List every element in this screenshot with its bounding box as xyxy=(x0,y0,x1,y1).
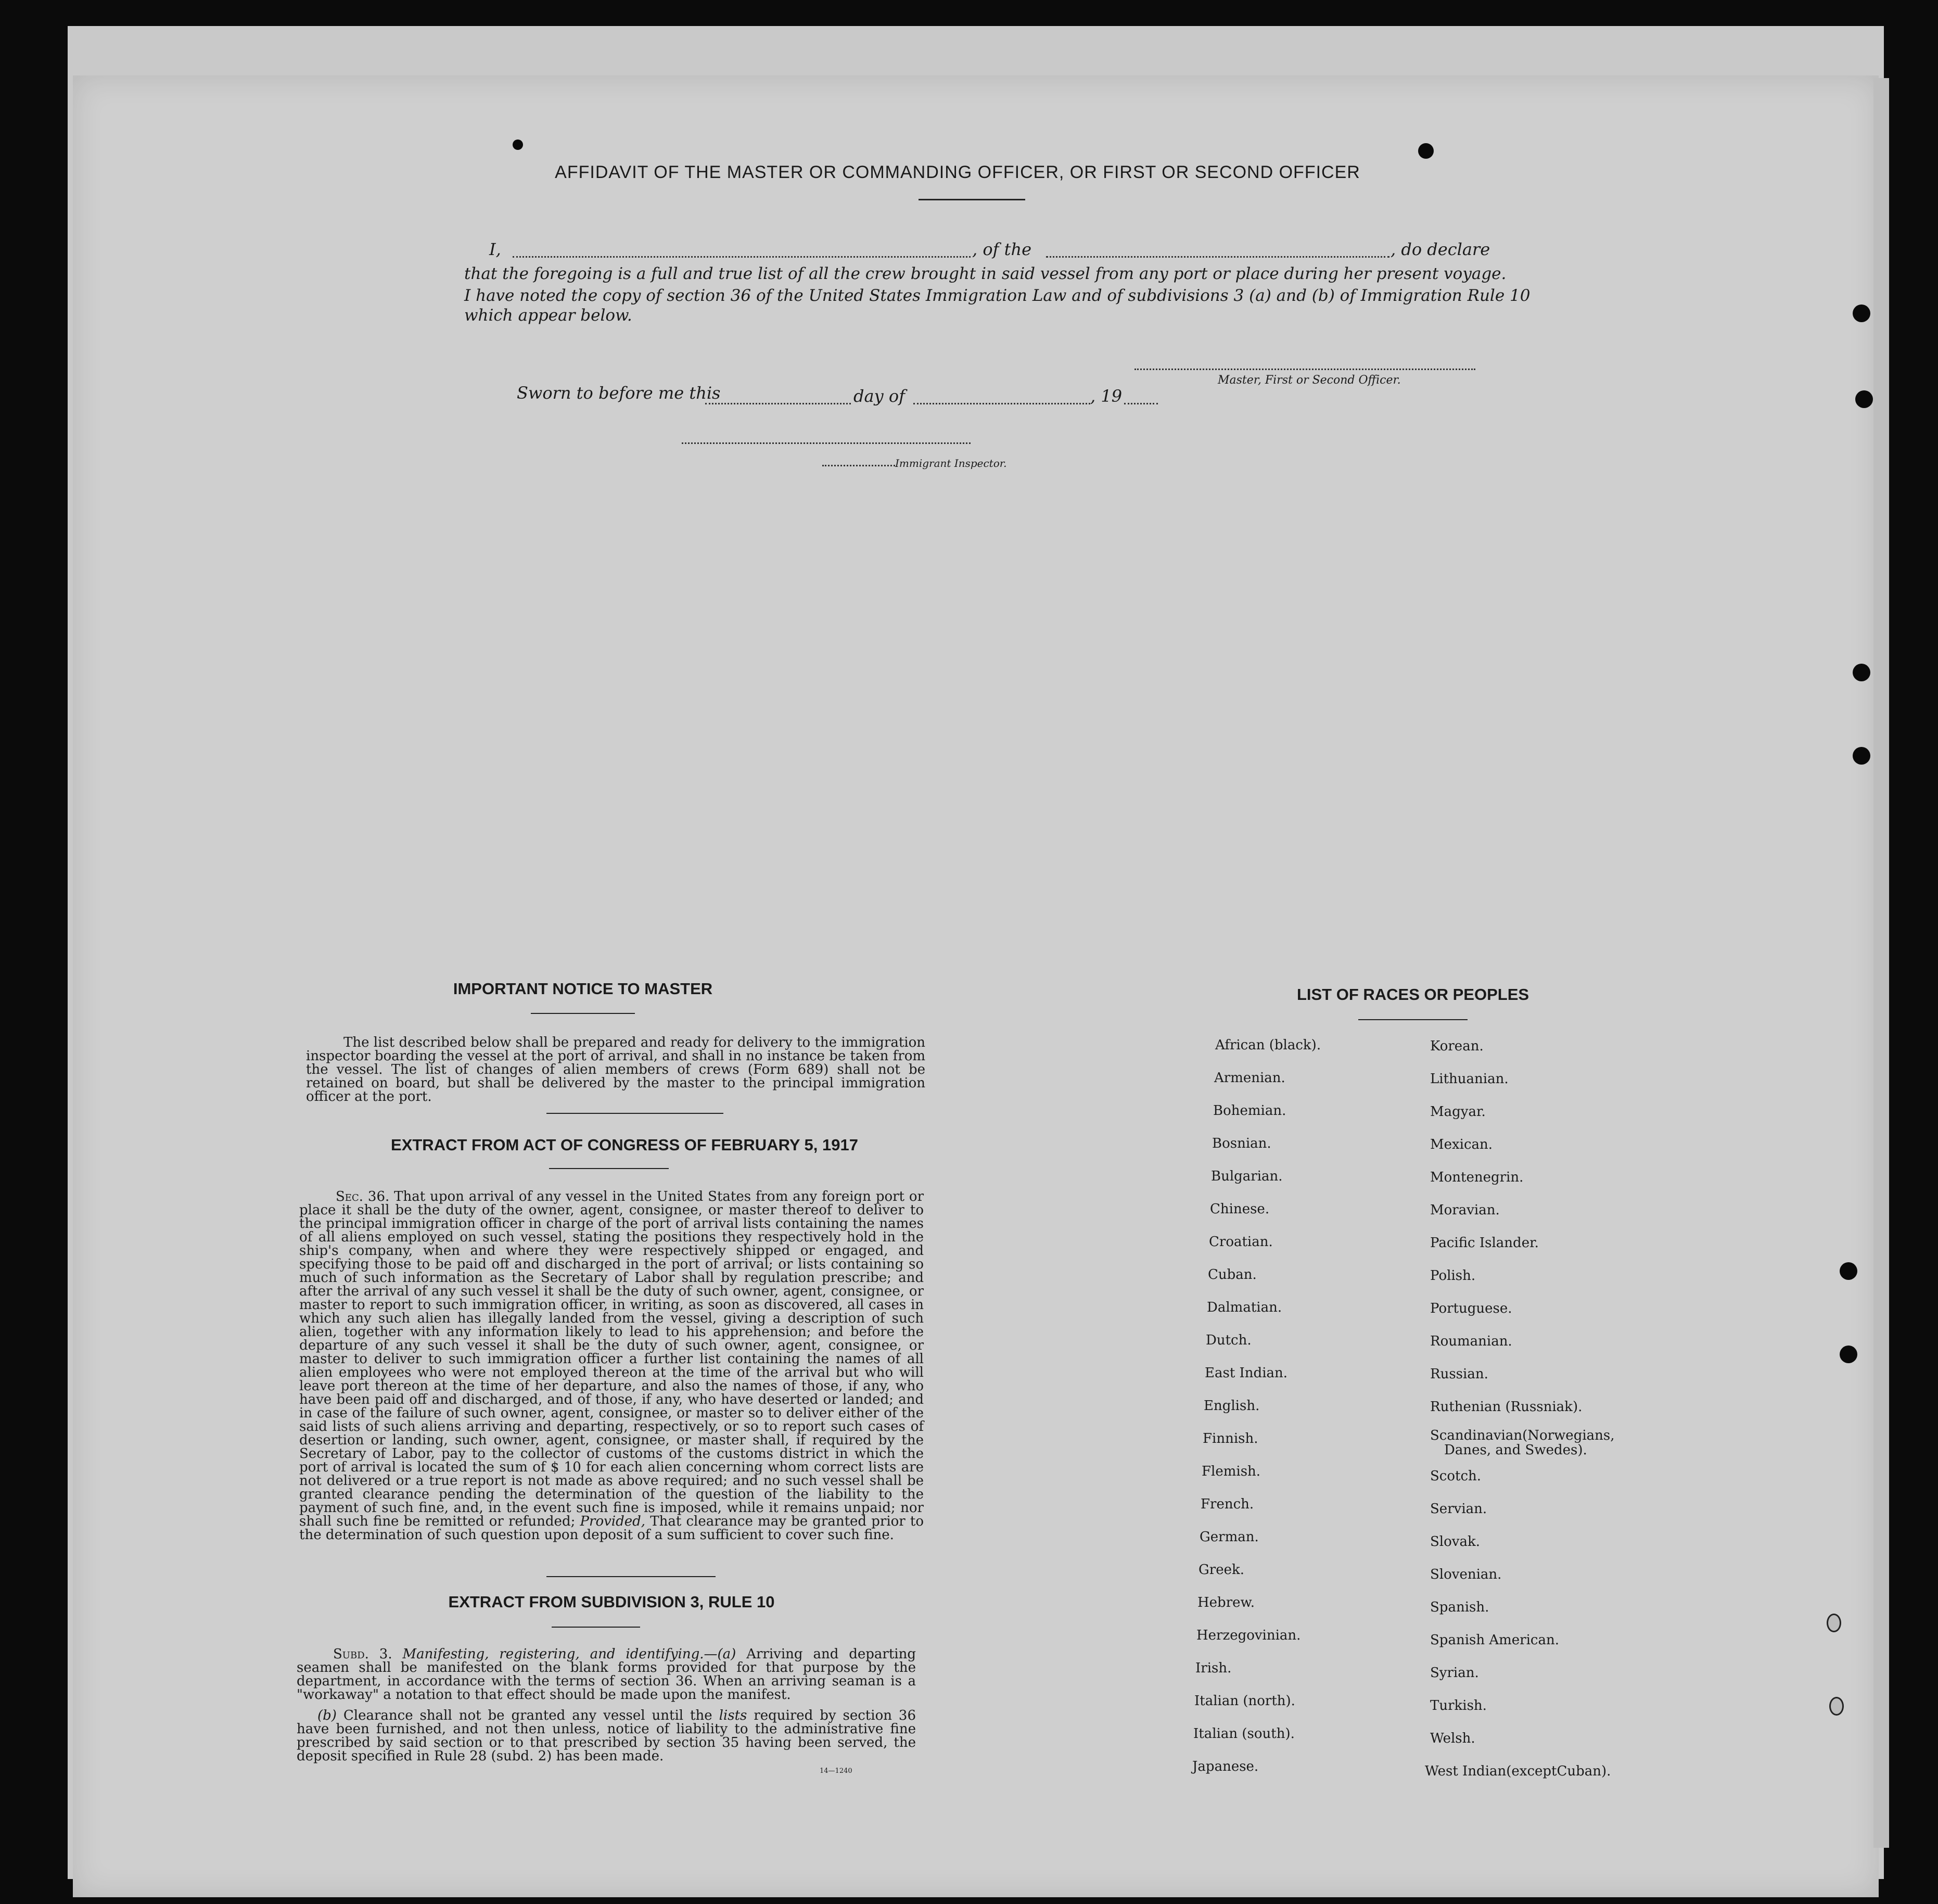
race-item: Spanish. xyxy=(1430,1600,1489,1615)
race-item: African (black). xyxy=(1215,1037,1321,1053)
act-extract-underline xyxy=(549,1168,669,1169)
race-item: Slovenian. xyxy=(1430,1567,1502,1582)
inspector-label: Immigrant Inspector. xyxy=(895,457,1007,469)
act-extract-body xyxy=(299,1190,924,1542)
act-extract-title: EXTRACT FROM ACT OF CONGRESS OF FEBRUARY 5, 1917 xyxy=(391,1136,858,1154)
race-item: Portuguese. xyxy=(1430,1301,1512,1316)
race-item: Croatian. xyxy=(1209,1234,1273,1250)
para-b-text-1: Clearance shall not be granted any vessel until the xyxy=(343,1708,712,1723)
inspector-leader xyxy=(822,465,895,466)
act-extract-divider xyxy=(546,1576,716,1577)
affidavit-line3: I have noted the copy of section 36 of the United States Immigration Law and of subdivisions 3 (a) and (b) of Immigration Rule 10 xyxy=(464,286,1531,305)
inspector-signature-field[interactable] xyxy=(682,442,971,444)
punch-mark xyxy=(513,139,523,150)
para-a-text: Arriving and departing seamen shall be manifested on the blank forms provided for that purpose by the department, in accordance with the terms of section 36. When an arriving seaman is a "workaway" a notation to that effect should be made upon the manifest. xyxy=(297,1646,916,1703)
binder-hole xyxy=(1829,1697,1844,1716)
notice-body: The list described below shall be prepared and ready for delivery to the immigration inspector boarding the vessel at the port of arrival, and shall in no instance be taken from the vessel. The list of changes of alien members of crews (Form 689) shall not be retained on board, but shall be delivered by the master to the principal immigration officer at the port. xyxy=(306,1035,925,1105)
day-of-text: day of xyxy=(853,386,905,406)
subd-label: Subd. 3. xyxy=(333,1646,392,1662)
binder-hole xyxy=(1827,1614,1841,1632)
race-item: Armenian. xyxy=(1214,1070,1285,1086)
binder-hole xyxy=(1840,1346,1857,1363)
race-item: Hebrew. xyxy=(1197,1595,1255,1610)
binder-hole xyxy=(1855,390,1873,408)
race-item: Dalmatian. xyxy=(1207,1300,1282,1315)
race-item: Polish. xyxy=(1430,1268,1476,1284)
affidavit-line2: that the foregoing is a full and true list of all the crew brought in said vessel from any port or place during her present voyage. xyxy=(464,264,1507,283)
binder-hole xyxy=(1853,664,1870,681)
race-item: Roumanian. xyxy=(1430,1334,1512,1349)
master-signature-field[interactable] xyxy=(1134,369,1475,370)
sworn-day-field[interactable] xyxy=(705,403,851,404)
sworn-text: Sworn to before me this xyxy=(517,383,721,403)
para-b-label: (b) xyxy=(317,1708,337,1723)
vessel-field[interactable] xyxy=(1046,256,1389,258)
race-item: French. xyxy=(1201,1496,1254,1512)
race-item: Cuban. xyxy=(1208,1267,1257,1283)
race-item: Korean. xyxy=(1430,1038,1484,1054)
subd-heading: Manifesting, registering, and identifying.—(a) xyxy=(402,1646,736,1662)
para-b-lists: lists xyxy=(719,1708,747,1723)
affidavit-line1-i: I, xyxy=(489,239,501,259)
race-item: Montenegrin. xyxy=(1430,1170,1524,1185)
race-item: Syrian. xyxy=(1430,1665,1479,1681)
affidavit-title: AFFIDAVIT OF THE MASTER OR COMMANDING OFFICER, OR FIRST OR SECOND OFFICER xyxy=(555,162,1360,182)
race-item: Herzegovinian. xyxy=(1196,1628,1301,1643)
race-item: Chinese. xyxy=(1210,1201,1270,1217)
binder-hole xyxy=(1840,1262,1857,1280)
rule-extract-underline xyxy=(552,1627,640,1628)
race-item: Slovak. xyxy=(1430,1534,1480,1550)
race-item: Bosnian. xyxy=(1212,1136,1271,1151)
rule-extract-title: EXTRACT FROM SUBDIVISION 3, RULE 10 xyxy=(448,1593,775,1611)
race-item: German. xyxy=(1200,1529,1259,1545)
form-number: 14—1240 xyxy=(820,1767,852,1775)
notice-underline xyxy=(531,1013,635,1014)
race-item: West Indian(exceptCuban). xyxy=(1425,1763,1611,1779)
race-item: Turkish. xyxy=(1430,1698,1487,1713)
sec-label: Sec. 36. xyxy=(336,1189,390,1204)
sec-body: That upon arrival of any vessel in the United States from any foreign port or place it shall be the duty of the owner, agent, consignee, or master thereof to deliver to the principal immigration officer in charge of the port of arrival lists containing the names of all aliens employed on such vessel, stating the positions they respectively hold in the ship's company, when and where they were respectively shipped or engaged, and specifying those to be paid off and discharged in the port of arrival; or lists containing so much of such information as the Secretary of Labor shall by regulation prescribe; and after the arrival of any such vessel it shall be the duty of such owner, agent, consignee, or master to report to such immigration officer, in writing, as soon as discovered, all cases in which any such alien has illegally landed from the vessel, giving a description of such alien, together with any information likely to lead to his apprehension; and before the departure of any such vessel it shall be the duty of such owner, agent, consignee, or master to deliver to such immigration officer a further list containing the names of all alien employees who were not employed thereon at the time of the arrival but who will leave port thereon at the time of her departure, and also the names of those, if any, who have been paid off and discharged, and of those, if any, who have deserted or landed; and in case of the failure of such owner, agent, consignee, or master so to deliver either of the said lists of such aliens arriving and departing, respectively, or so to report such cases of desertion or landing, such owner, agent, consignee, or master shall, if required by the Secretary of Labor, pay to the collector of customs of the customs district in which the port of arrival is located the sum of $ 10 for each alien concerning whom correct lists are not delivered or a true report is not made as above required; and no such vessel shall be granted clearance pending the determination of the question of the liability to the payment of such fine, and, in the event such fine is imposed, while it remains unpaid; nor shall such fine be remitted or refunded; xyxy=(299,1189,924,1529)
notice-title: IMPORTANT NOTICE TO MASTER xyxy=(453,980,713,998)
race-item: Pacific Islander. xyxy=(1430,1235,1539,1251)
notice-divider xyxy=(546,1113,723,1114)
year-text: , 19 xyxy=(1090,386,1123,406)
rule-extract-para-b xyxy=(297,1709,916,1763)
affidavit-line4: which appear below. xyxy=(464,306,632,325)
races-title: LIST OF RACES OR PEOPLES xyxy=(1296,985,1529,1004)
sworn-year-field[interactable] xyxy=(1124,403,1158,404)
race-item: Finnish. xyxy=(1203,1431,1258,1446)
race-item: Danes, and Swedes). xyxy=(1444,1442,1587,1458)
race-item: Greek. xyxy=(1198,1562,1244,1578)
race-item: Scotch. xyxy=(1430,1468,1482,1484)
race-item: Magyar. xyxy=(1430,1104,1486,1120)
race-item: Irish. xyxy=(1195,1660,1232,1676)
sworn-month-field[interactable] xyxy=(913,403,1090,404)
binder-hole xyxy=(1853,747,1870,765)
punch-mark xyxy=(1418,143,1434,159)
races-underline xyxy=(1358,1019,1468,1020)
race-item: Mexican. xyxy=(1430,1137,1493,1152)
race-item: Welsh. xyxy=(1430,1731,1475,1746)
master-signature-label: Master, First or Second Officer. xyxy=(1218,374,1401,387)
race-item: Japanese. xyxy=(1192,1759,1259,1774)
name-field[interactable] xyxy=(513,256,971,258)
sec-body-end: That clearance may be granted prior to the determination of such question upon deposit of a sum sufficient to cover such fine. xyxy=(299,1514,924,1543)
race-item: English. xyxy=(1204,1398,1260,1414)
race-item: Bulgarian. xyxy=(1211,1169,1283,1184)
race-item: Dutch. xyxy=(1206,1332,1252,1348)
affidavit-of-the: , of the xyxy=(972,239,1032,259)
sheet-edge xyxy=(1873,78,1889,1848)
race-item: Italian (north). xyxy=(1194,1693,1295,1709)
binder-hole xyxy=(1853,304,1870,322)
provided-label: Provided, xyxy=(580,1514,646,1529)
rule-extract-para-a xyxy=(297,1647,916,1702)
para-b-text-2: required by section 36 have been furnished, and not then unless, notice of liability to the administrative fine prescribed by said section or to that prescribed by section 35 having been served, the deposit specified in Rule 28 (subd. 2) has been made. xyxy=(297,1708,916,1764)
race-item: Spanish American. xyxy=(1430,1632,1560,1648)
affidavit-declare: , do declare xyxy=(1391,239,1490,259)
race-item: Scandinavian(Norwegians, xyxy=(1430,1428,1615,1443)
race-item: Ruthenian (Russniak). xyxy=(1430,1399,1583,1415)
race-item: Servian. xyxy=(1430,1501,1487,1517)
title-underline xyxy=(919,199,1025,200)
race-item: Italian (south). xyxy=(1193,1726,1295,1742)
race-item: Lithuanian. xyxy=(1430,1071,1509,1087)
race-item: Bohemian. xyxy=(1213,1103,1286,1119)
race-item: Russian. xyxy=(1430,1366,1488,1382)
race-item: Moravian. xyxy=(1430,1202,1500,1218)
race-item: Flemish. xyxy=(1202,1464,1261,1479)
race-item: East Indian. xyxy=(1205,1365,1288,1381)
